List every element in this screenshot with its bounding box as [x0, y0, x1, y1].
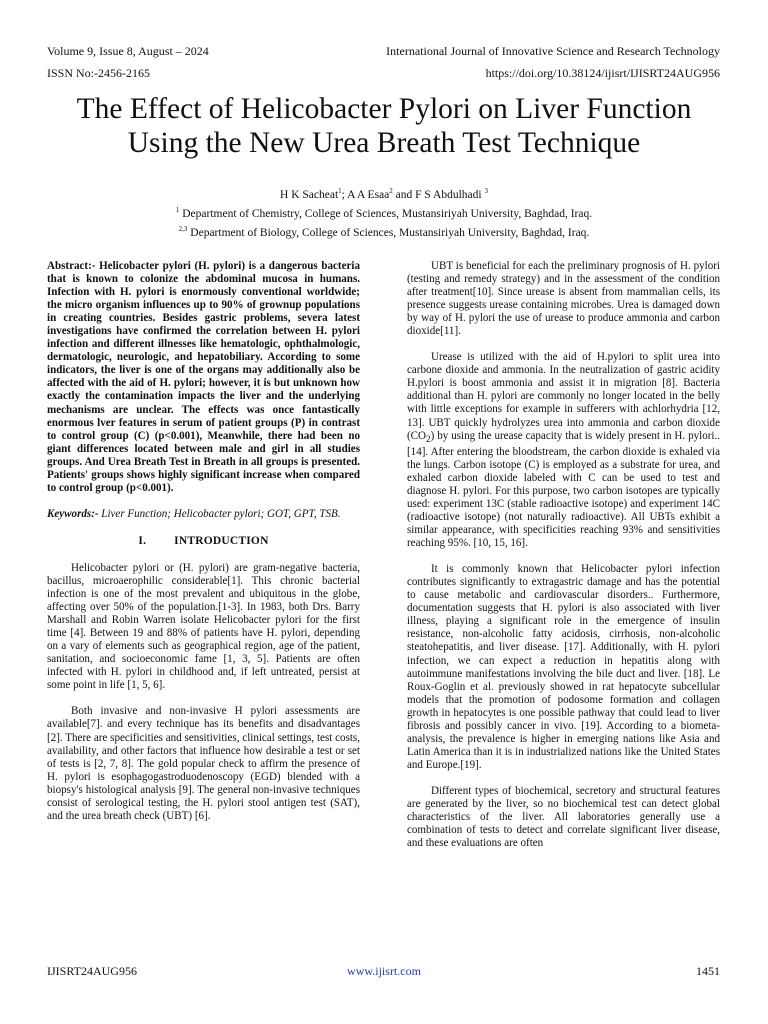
right-paragraph-2-part-a: Urease is utilized with the aid of H.pylori to split urea into carbone dioxide and ammonia. In the neutralization of gastric acidity H.pylori is boost ammonia and assist it in migration [8]. Bacteria additional than H. pylori are commonly no longer located in the belly with little exceptions for example in sufferers with achlorhydria [12, 13]. UBT quickly hydrolyzes urea into ammonia and carbon dioxide (CO — [407, 351, 720, 442]
paper-title — [30, 92, 738, 160]
affiliation-1-text: Department of Chemistry, College of Sciences, Mustansiriyah University, Baghdad, Iraq. — [179, 207, 593, 220]
keywords-text: Liver Function; Helicobacter pylori; GOT, GPT, TSB. — [98, 507, 341, 520]
affiliation-1-marker: 1 — [175, 205, 180, 214]
author-3: and F S Abdulhadi — [392, 188, 485, 201]
author-names — [0, 184, 768, 203]
affiliation-2-text: Department of Biology, College of Sciences, Mustansiriyah University, Baghdad, Iraq. — [187, 226, 590, 239]
journal-name: International Journal of Innovative Science and Research Technology — [386, 44, 720, 58]
author-2-affil: 2 — [389, 187, 393, 195]
affiliation-2-marker: 2,3 — [178, 224, 188, 233]
right-paragraph-3: It is commonly known that Helicobacter pylori infection contributes significantly to extragastric damage and has the potential to cause metabolic and cardiovascular disorders.. Furthermore, documentation suggests that H. pylori is also associated with liver illness, playing a significant role in the emergence of insulin resistance, non-alcoholic fatty acidosis, cirrhosis, non-alcoholic steatohepatitis, and liver disease. [17]. Additionally, with H. pylori infection, we can expect a reduction in hepatitis along with autoimmune manifestations involving the bile duct and liver. [18]. Le Roux-Goglin et al. previously showed in rat hepatocyte subcellular models that the promotion of podosome formation and collagen growth in hepatocytes is one possible pathway that could lead to liver fibrosis and possibly cancer in vivo. [19]. According to a biometa-analysis, the prevalence is higher in emerging nations like Asia and Latin America than it is in industrialized nations like the United States and Europe.[19]. — [407, 563, 720, 771]
footer-site-link[interactable]: www.ijisrt.com — [347, 964, 421, 978]
right-paragraph-1: UBT is beneficial for each the preliminary prognosis of H. pylori (testing and remedy strategy) and in the assessment of the condition after treatment[10]. Since urease is absent from mammalian cells, its presence suggests urease containing microbes. Urea is damaged down by way of H. pylori the use of urease to produce ammonia and carbon dioxide[11]. — [407, 260, 720, 338]
page-number: 1451 — [696, 964, 720, 978]
right-paragraph-2 — [407, 351, 720, 550]
issn: ISSN No:-2456-2165 — [47, 66, 151, 80]
abstract: Abstract:- Helicobacter pylori (H. pylori) is a dangerous bacteria that is known to colonize the abdominal mucosa in humans. Infection with H. pylori is enormously conventional worldwide; the micro organism influences up to 90% of grownup populations in creating countries. Besides gastric problems, severa latest investigations have confirmed the correlation between H. pylori infection and different illnesses like hematologic, ophthalmologic, dermatologic, neurologic, and hepatobiliary. According to some indicators, the liver is one of the organs may additionally also be affected with the aid of H. pylori; however, it is but unknown how exactly the contamination impacts the liver and the underlying mechanisms are unclear. The effects was once fantastically enormous lver features in serum of patient groups (P) in contrast to control group (C) (p<0.001), Meanwhile, there had been no giant differences located between male and girl in all studies groups. And Urea Breath Test in Breath in all groups is presented. Patients' groups shows highly significant increase when compared to control group (p<0.001). — [47, 260, 360, 494]
affiliation-1 — [0, 203, 768, 222]
keywords — [47, 508, 360, 521]
author-3-affil: 3 — [484, 187, 488, 195]
section-heading-introduction — [47, 535, 360, 548]
co2-subscript: 2 — [426, 433, 431, 444]
section-title: INTRODUCTION — [174, 534, 269, 547]
right-paragraph-2-part-b: ) by using the urease capacity that is widely present in H. pylori..[14]. After entering the bloodstream, the carbon dioxide is exhaled via the lungs. Carbon isotope (C) is employed as a substrate for urea, and exhaled carbon dioxide labeled with C can be used to test and diagnose H. pylori. For this purpose, two carbon isotopes are typically used: experiment 13C (stable radioactive isotope) and experiment 14C (radioactive isotope) (not naturally radioactive). All UBTs exhibit a similar appearance, with specificities reaching 93% and sensitivities reaching 95%. [10, 15, 16]. — [407, 429, 720, 550]
journal-volume: Volume 9, Issue 8, August – 2024 — [47, 44, 209, 58]
author-2: ; A A Esaa — [341, 188, 390, 201]
footer-id: IJISRT24AUG956 — [47, 964, 137, 978]
author-1: H K Sacheat — [280, 188, 339, 201]
intro-paragraph-1: Helicobacter pylori or (H. pylori) are gram-negative bacteria, bacillus, microaerophilic considerable[1]. This chronic bacterial infection is one of the most prevalent and ubiquitous in the globe, affecting over 50% of the population.[1-3]. In 1983, both Drs. Barry Marshall and Robin Warren isolate Helicobacter pylori for the first time [4]. Between 19 and 88% of patients have H. pylori, depending on a vary of elements such as geographical region, age of the patient, sanitation, and socioeconomic fame [1, 3, 5]. Patients are often infected with H. pylori in childhood and, if left untreated, persist at some point in life [1, 5, 6]. — [47, 561, 360, 692]
right-column — [407, 260, 720, 863]
affiliation-2 — [0, 222, 768, 241]
title-line-1: The Effect of Helicobacter Pylori on Liver Function — [76, 93, 692, 125]
author-block — [0, 184, 768, 240]
doi-link[interactable]: https://doi.org/10.38124/ijisrt/IJISRT24AUG956 — [485, 66, 720, 80]
keywords-label: Keywords:- — [47, 507, 99, 520]
author-1-affil: 1 — [338, 187, 342, 195]
section-number: I. — [138, 534, 147, 547]
title-line-2: Using the New Urea Breath Test Technique — [127, 127, 641, 159]
left-column — [47, 260, 360, 836]
intro-paragraph-2: Both invasive and non-invasive H pylori assessments are available[7]. and every technique has its benefits and disadvantages [2]. There are specificities and sensitivities, clinical settings, test costs, availability, and other factors that influence how desirable a test or set of tests is [2, 7, 8]. The gold popular check to affirm the presence of H. pylori is esophagogastroduodenoscopy (EGD) blended with a biopsy's histological analysis [9]. The general non-invasive techniques consist of serological testing, the H. pylori stool antigen test (SAT), and the urea breath check (UBT) [6]. — [47, 705, 360, 822]
right-paragraph-4: Different types of biochemical, secretory and structural features are generated by the liver, so no biochemical test can detect global characteristics of the liver. All laboratories generally use a combination of tests to detect and correlate significant liver disease, and these evaluations are often — [407, 784, 720, 850]
